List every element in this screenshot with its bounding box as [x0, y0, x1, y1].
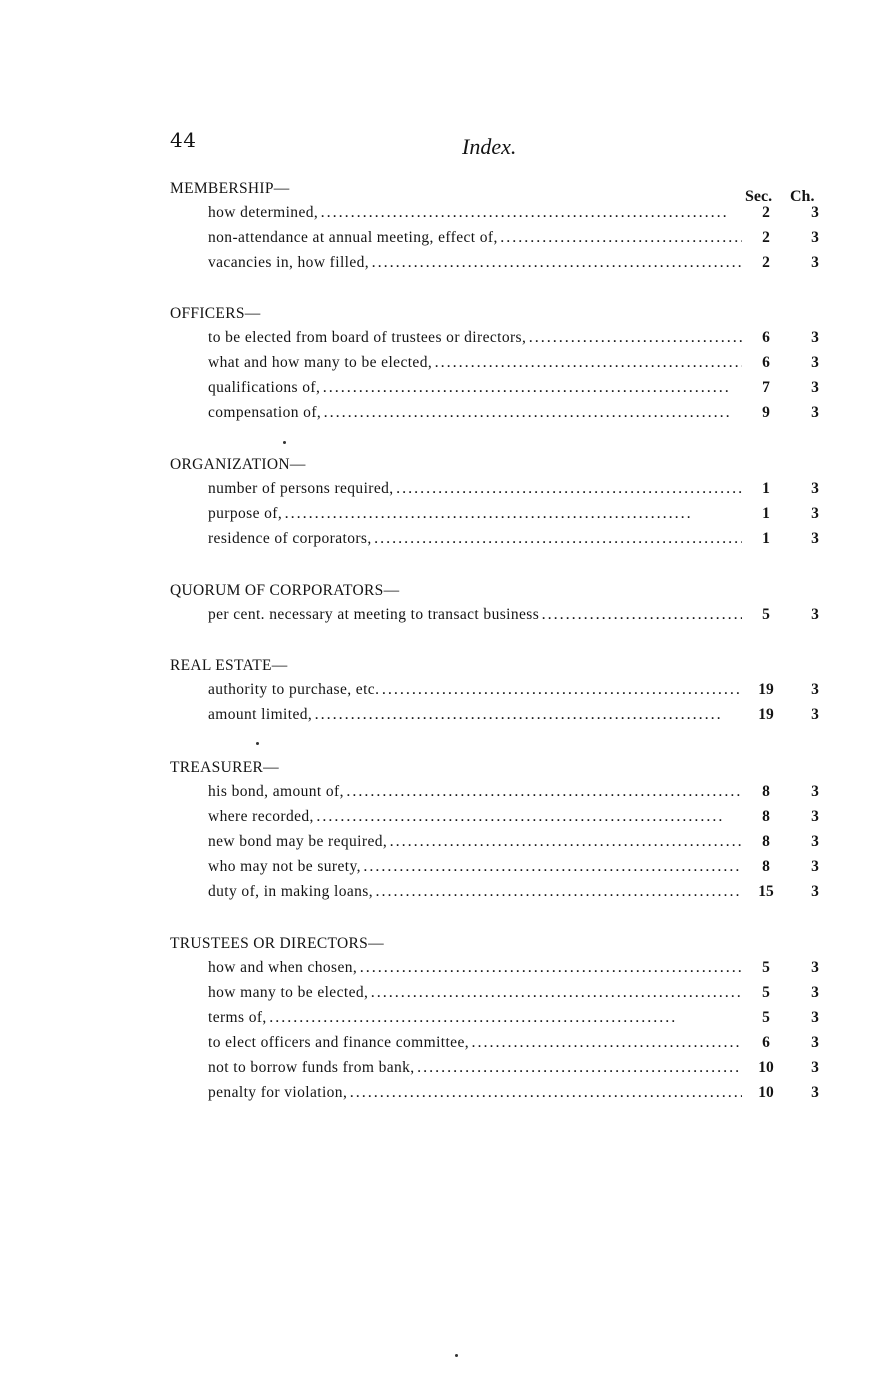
entry-chapter-number: 3 — [811, 706, 819, 723]
index-entry — [170, 1080, 830, 1105]
index-entry — [170, 879, 830, 904]
entry-chapter-number: 3 — [811, 984, 819, 1001]
entry-text: not to borrow funds from bank, . . . — [208, 1055, 742, 1081]
index-entry — [170, 250, 830, 275]
ink-speck — [455, 1354, 458, 1357]
page-number: 44 — [170, 128, 197, 152]
entry-chapter-number: 3 — [811, 1034, 819, 1051]
entry-chapter-number: 3 — [811, 254, 819, 271]
index-entry — [170, 854, 830, 879]
entry-text: purpose of, . . . — [208, 501, 742, 527]
index-entry — [170, 779, 830, 804]
section-heading: TREASURER— — [170, 759, 279, 776]
index-entry — [170, 1055, 830, 1080]
entry-section-number: 15 — [758, 883, 774, 900]
entry-text: compensation of, . . . — [208, 400, 742, 426]
entry-text: how determined, . . . — [208, 200, 742, 226]
index-entry — [170, 602, 830, 627]
entry-text: authority to purchase, etc. . . . — [208, 677, 742, 703]
entry-text: his bond, amount of, . . . — [208, 779, 742, 805]
entry-section-number: 5 — [762, 959, 770, 976]
entry-text: number of persons required, . . . — [208, 476, 742, 502]
section-heading: ORGANIZATION— — [170, 456, 306, 473]
ink-speck — [256, 742, 259, 745]
index-section-trustees-or-directors — [170, 933, 830, 1105]
entry-text: terms of, . . . — [208, 1005, 742, 1031]
entry-chapter-number: 3 — [811, 1009, 819, 1026]
index-entry — [170, 955, 830, 980]
entry-text: to be elected from board of trustees or directors, . . . — [208, 325, 742, 351]
entry-section-number: 10 — [758, 1059, 774, 1076]
entry-text: per cent. necessary at meeting to transact business . . . — [208, 602, 742, 628]
entry-chapter-number: 3 — [811, 404, 819, 421]
section-heading: QUORUM OF CORPORATORS— — [170, 582, 400, 599]
index-entry — [170, 350, 830, 375]
entry-chapter-number: 3 — [811, 354, 819, 371]
entry-text: what and how many to be elected, . . . — [208, 350, 742, 376]
entry-chapter-number: 3 — [811, 959, 819, 976]
entry-section-number: 8 — [762, 833, 770, 850]
index-entry — [170, 225, 830, 250]
entry-chapter-number: 3 — [811, 530, 819, 547]
entry-text: residence of corporators, . . . — [208, 526, 742, 552]
entry-text: non-attendance at annual meeting, effect of, . . . — [208, 225, 742, 251]
entry-chapter-number: 3 — [811, 883, 819, 900]
entry-section-number: 5 — [762, 1009, 770, 1026]
index-entry — [170, 400, 830, 425]
entry-section-number: 2 — [762, 254, 770, 271]
entry-text: new bond may be required, . . . — [208, 829, 742, 855]
entry-chapter-number: 3 — [811, 681, 819, 698]
entry-text: amount limited, . . . — [208, 702, 742, 728]
entry-chapter-number: 3 — [811, 505, 819, 522]
index-entry — [170, 375, 830, 400]
entry-chapter-number: 3 — [811, 329, 819, 346]
entry-chapter-number: 3 — [811, 1059, 819, 1076]
entry-section-number: 8 — [762, 808, 770, 825]
entry-chapter-number: 3 — [811, 480, 819, 497]
entry-section-number: 7 — [762, 379, 770, 396]
page-title: Index. — [462, 134, 517, 159]
index-entry — [170, 476, 830, 501]
entry-chapter-number: 3 — [811, 808, 819, 825]
entry-text: where recorded, . . . — [208, 804, 742, 830]
index-entry — [170, 1030, 830, 1055]
index-section-real-estate — [170, 655, 830, 727]
index-entry — [170, 200, 830, 225]
index-entry — [170, 526, 830, 551]
index-entry — [170, 702, 830, 727]
entry-section-number: 2 — [762, 229, 770, 246]
index-entry — [170, 325, 830, 350]
section-heading: OFFICERS— — [170, 305, 261, 322]
entry-text: vacancies in, how filled, . . . — [208, 250, 742, 276]
entry-section-number: 1 — [762, 480, 770, 497]
entry-text: duty of, in making loans, . . . — [208, 879, 742, 905]
index-section-treasurer — [170, 757, 830, 904]
entry-section-number: 9 — [762, 404, 770, 421]
entry-section-number: 6 — [762, 1034, 770, 1051]
entry-text: how and when chosen, . . . — [208, 955, 742, 981]
entry-section-number: 6 — [762, 354, 770, 371]
entry-text: who may not be surety, . . . — [208, 854, 742, 880]
entry-text: to elect officers and finance committee, . . . — [208, 1030, 742, 1056]
entry-text: penalty for violation, . . . — [208, 1080, 742, 1106]
index-entry — [170, 677, 830, 702]
section-heading: REAL ESTATE— — [170, 657, 288, 674]
ink-speck — [283, 441, 286, 444]
entry-section-number: 5 — [762, 606, 770, 623]
entry-section-number: 19 — [758, 706, 774, 723]
entry-section-number: 6 — [762, 329, 770, 346]
section-heading: TRUSTEES OR DIRECTORS— — [170, 935, 384, 952]
entry-text: qualifications of, . . . — [208, 375, 742, 401]
entry-chapter-number: 3 — [811, 379, 819, 396]
index-section-quorum — [170, 580, 830, 627]
index-entry — [170, 829, 830, 854]
entry-chapter-number: 3 — [811, 833, 819, 850]
entry-section-number: 8 — [762, 858, 770, 875]
index-entry — [170, 1005, 830, 1030]
index-section-officers — [170, 303, 830, 425]
ch-column-header: Ch. — [790, 188, 815, 205]
section-heading: MEMBERSHIP— — [170, 180, 290, 197]
entry-chapter-number: 3 — [811, 1084, 819, 1101]
sec-column-header: Sec. — [745, 188, 773, 205]
entry-section-number: 5 — [762, 984, 770, 1001]
index-entry — [170, 804, 830, 829]
entry-chapter-number: 3 — [811, 606, 819, 623]
entry-section-number: 2 — [762, 204, 770, 221]
entry-section-number: 8 — [762, 783, 770, 800]
entry-chapter-number: 3 — [811, 229, 819, 246]
entry-section-number: 1 — [762, 530, 770, 547]
index-entry — [170, 501, 830, 526]
entry-section-number: 10 — [758, 1084, 774, 1101]
entry-chapter-number: 3 — [811, 783, 819, 800]
index-section-organization — [170, 454, 830, 551]
entry-text: how many to be elected, . . . — [208, 980, 742, 1006]
index-entry — [170, 980, 830, 1005]
entry-chapter-number: 3 — [811, 858, 819, 875]
entry-section-number: 19 — [758, 681, 774, 698]
entry-section-number: 1 — [762, 505, 770, 522]
entry-chapter-number: 3 — [811, 204, 819, 221]
index-section-membership — [170, 178, 830, 275]
